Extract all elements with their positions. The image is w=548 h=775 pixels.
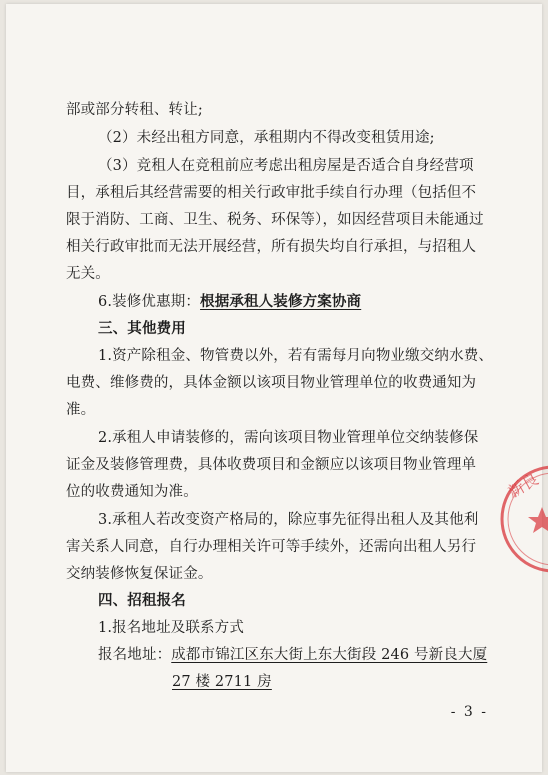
paragraph-line: 位的收费通知为准。: [66, 484, 198, 500]
paragraph-line: 2.承租人申请装修的，需向该项目物业管理单位交纳装修保: [98, 430, 479, 446]
red-seal-stamp: [492, 459, 548, 579]
decoration-period-value: 根据承租人装修方案协商: [200, 294, 362, 310]
paragraph-line: （3）竞租人在竞租前应考虑出租房屋是否适合自身经营项: [98, 158, 474, 174]
paragraph-line: 电费、维修费的，具体金额以该项目物业管理单位的收费通知为: [66, 375, 477, 391]
paragraph-line: 3.承租人若改变资产格局的，除应事先征得出租人及其他利: [98, 512, 479, 528]
page-number: - 3 -: [450, 704, 488, 720]
paragraph-line: 1.资产除租金、物管费以外，若有需每月向物业缴交纳水费、: [98, 348, 494, 364]
registration-address-value-cont: 27 楼 2711 房: [172, 674, 272, 690]
paragraph-line: 无关。: [66, 266, 110, 282]
registration-address-line: [98, 645, 487, 665]
document-page: [6, 4, 542, 772]
paragraph-line: 准。: [66, 402, 96, 418]
paragraph-line: 目，承租后其经营需要的相关行政审批手续自行办理（包括但不: [66, 185, 477, 201]
section-heading-registration: 四、招租报名: [98, 593, 186, 609]
decoration-period-label: 6.装修优惠期：: [98, 294, 201, 310]
paragraph-line: 交纳装修恢复保证金。: [66, 566, 213, 582]
paragraph-line: 部或部分转租、转让;: [66, 102, 203, 118]
seal-text: 新良: [504, 469, 542, 502]
paragraph-line: 证金及装修管理费，具体收费项目和金额应以该项目物业管理单: [66, 457, 477, 473]
paragraph-line: 害关系人同意，自行办理相关许可等手续外，还需向出租人另行: [66, 539, 477, 555]
decoration-period-line: [98, 292, 361, 312]
paragraph-line: 相关行政审批而无法开展经营，所有损失均自行承担，与招租人: [66, 239, 477, 255]
paragraph-line: 1.报名地址及联系方式: [98, 620, 244, 636]
registration-address-value: 成都市锦江区东大街上东大街段 246 号新良大厦: [171, 647, 488, 663]
registration-address-label: 报名地址：: [98, 647, 172, 663]
section-heading-other-fees: 三、其他费用: [98, 321, 186, 337]
paragraph-line: （2）未经出租方同意，承租期内不得改变租赁用途;: [98, 130, 435, 146]
paragraph-line: 限于消防、工商、卫生、税务、环保等），如因经营项目未能通过: [66, 212, 484, 228]
